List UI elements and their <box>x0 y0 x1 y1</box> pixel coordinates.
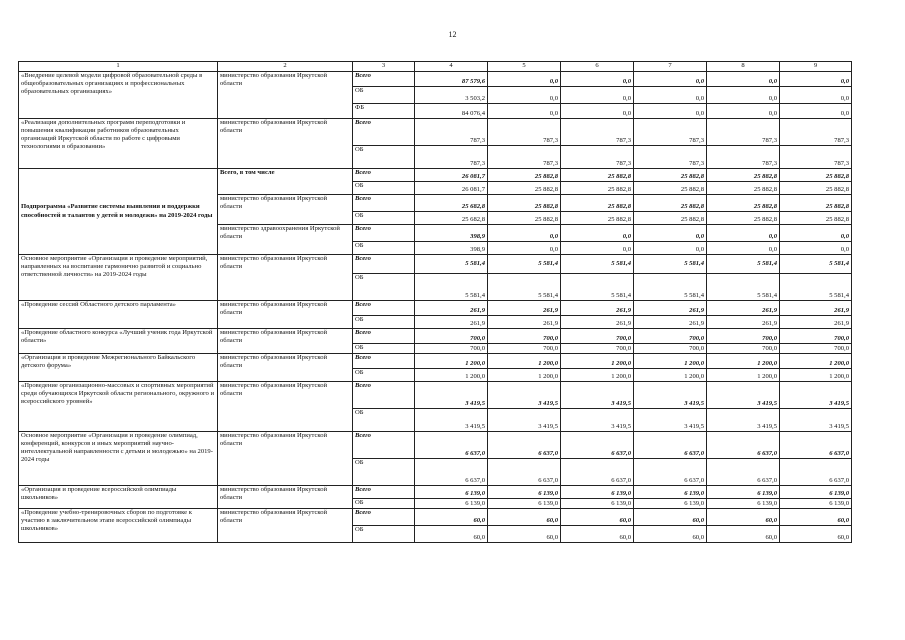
column-header: 5 <box>488 62 561 72</box>
value-cell: 0,0 <box>561 87 634 104</box>
source-label: ФБ <box>353 104 415 119</box>
source-label: Всего <box>353 72 415 87</box>
executor: министерство образования Иркутской области <box>218 382 353 432</box>
value-cell: 700,0 <box>488 344 561 354</box>
value-cell: 6 139,0 <box>780 499 852 509</box>
budget-table <box>18 61 852 543</box>
value-cell: 0,0 <box>780 87 852 104</box>
value-cell: 261,9 <box>780 316 852 329</box>
column-header: 7 <box>634 62 707 72</box>
value-cell: 6 637,0 <box>634 459 707 486</box>
value-cell: 6 139,0 <box>561 499 634 509</box>
value-cell: 0,0 <box>634 87 707 104</box>
value-cell: 25 882,8 <box>634 195 707 212</box>
value-cell: 6 637,0 <box>488 432 561 459</box>
source-label: ОБ <box>353 499 415 509</box>
value-cell: 26 081,7 <box>415 169 488 182</box>
value-cell: 1 200,0 <box>707 354 780 369</box>
activity-name: «Организация и проведение всероссийской олимпиады школьников» <box>19 486 218 509</box>
value-cell: 3 419,5 <box>488 409 561 432</box>
column-header: 4 <box>415 62 488 72</box>
source-label: Всего <box>353 382 415 409</box>
column-header: 2 <box>218 62 353 72</box>
source-label: ОБ <box>353 459 415 486</box>
value-cell: 0,0 <box>561 72 634 87</box>
value-cell: 25 682,8 <box>415 212 488 225</box>
value-cell: 6 637,0 <box>780 432 852 459</box>
value-cell: 3 503,2 <box>415 87 488 104</box>
value-cell: 60,0 <box>561 526 634 543</box>
value-cell: 0,0 <box>488 104 561 119</box>
table-row <box>19 255 852 274</box>
executor: министерство образования Иркутской области <box>218 255 353 301</box>
value-cell: 25 882,8 <box>780 212 852 225</box>
source-label: ОБ <box>353 409 415 432</box>
value-cell: 5 581,4 <box>707 255 780 274</box>
value-cell: 60,0 <box>415 526 488 543</box>
value-cell: 261,9 <box>415 301 488 316</box>
value-cell: 6 139,0 <box>488 486 561 499</box>
value-cell: 3 419,5 <box>707 382 780 409</box>
value-cell: 261,9 <box>634 301 707 316</box>
table-row <box>19 72 852 87</box>
value-cell: 60,0 <box>780 526 852 543</box>
value-cell: 60,0 <box>415 509 488 526</box>
value-cell: 5 581,4 <box>561 255 634 274</box>
value-cell: 6 139,0 <box>634 486 707 499</box>
source-label: ОБ <box>353 87 415 104</box>
value-cell: 6 637,0 <box>707 459 780 486</box>
source-label: ОБ <box>353 146 415 169</box>
value-cell: 787,3 <box>634 119 707 146</box>
value-cell: 398,9 <box>415 225 488 242</box>
executor: министерство образования Иркутской области <box>218 301 353 329</box>
value-cell: 84 076,4 <box>415 104 488 119</box>
value-cell: 787,3 <box>561 119 634 146</box>
value-cell: 0,0 <box>634 72 707 87</box>
value-cell: 0,0 <box>780 104 852 119</box>
table-row <box>19 329 852 344</box>
value-cell: 787,3 <box>707 119 780 146</box>
value-cell: 700,0 <box>707 329 780 344</box>
activity-name: Основное мероприятие «Организация и проведение олимпиад, конференций, конкурсов и иных мероприятий научно-интеллектуальной направленности с детьми и молодежью» на 2019-2024 годы <box>19 432 218 486</box>
value-cell: 261,9 <box>488 316 561 329</box>
table-row <box>19 509 852 526</box>
table-row <box>19 486 852 499</box>
value-cell: 25 882,8 <box>707 212 780 225</box>
value-cell: 1 200,0 <box>561 369 634 382</box>
value-cell: 0,0 <box>488 72 561 87</box>
value-cell: 261,9 <box>780 301 852 316</box>
value-cell: 700,0 <box>561 344 634 354</box>
value-cell: 787,3 <box>415 119 488 146</box>
value-cell: 0,0 <box>634 242 707 255</box>
source-label: ОБ <box>353 212 415 225</box>
value-cell: 700,0 <box>634 329 707 344</box>
source-label: ОБ <box>353 242 415 255</box>
source-label: Всего <box>353 225 415 242</box>
table-row <box>19 119 852 146</box>
value-cell: 1 200,0 <box>561 354 634 369</box>
value-cell: 60,0 <box>488 509 561 526</box>
value-cell: 1 200,0 <box>488 369 561 382</box>
source-label: ОБ <box>353 182 415 195</box>
activity-name: «Проведение организационно-массовых и спортивных мероприятий среди обучающихся Иркутской области регионального, окружного и всероссийского уровней» <box>19 382 218 432</box>
value-cell: 6 637,0 <box>561 432 634 459</box>
value-cell: 787,3 <box>488 146 561 169</box>
source-label: ОБ <box>353 344 415 354</box>
value-cell: 6 637,0 <box>488 459 561 486</box>
executor: министерство образования Иркутской области <box>218 509 353 543</box>
value-cell: 5 581,4 <box>561 274 634 301</box>
value-cell: 87 579,6 <box>415 72 488 87</box>
value-cell: 700,0 <box>415 329 488 344</box>
value-cell: 787,3 <box>488 119 561 146</box>
value-cell: 787,3 <box>561 146 634 169</box>
value-cell: 25 882,8 <box>780 195 852 212</box>
value-cell: 6 139,0 <box>561 486 634 499</box>
table-row <box>19 301 852 316</box>
value-cell: 0,0 <box>488 87 561 104</box>
value-cell: 25 882,8 <box>561 212 634 225</box>
value-cell: 787,3 <box>780 119 852 146</box>
value-cell: 1 200,0 <box>634 354 707 369</box>
activity-name: «Проведение сессий Областного детского парламента» <box>19 301 218 329</box>
value-cell: 60,0 <box>707 526 780 543</box>
value-cell: 1 200,0 <box>415 354 488 369</box>
value-cell: 6 139,0 <box>488 499 561 509</box>
value-cell: 3 419,5 <box>780 409 852 432</box>
value-cell: 0,0 <box>634 225 707 242</box>
value-cell: 3 419,5 <box>415 409 488 432</box>
value-cell: 700,0 <box>707 344 780 354</box>
executor: министерство здравоохранения Иркутской области <box>218 225 353 255</box>
value-cell: 787,3 <box>415 146 488 169</box>
value-cell: 6 139,0 <box>780 486 852 499</box>
value-cell: 3 419,5 <box>561 382 634 409</box>
value-cell: 1 200,0 <box>707 369 780 382</box>
column-header: 8 <box>707 62 780 72</box>
value-cell: 1 200,0 <box>634 369 707 382</box>
column-header: 1 <box>19 62 218 72</box>
value-cell: 25 882,8 <box>780 182 852 195</box>
value-cell: 60,0 <box>561 509 634 526</box>
value-cell: 700,0 <box>780 344 852 354</box>
value-cell: 6 139,0 <box>415 499 488 509</box>
value-cell: 25 882,8 <box>634 169 707 182</box>
value-cell: 3 419,5 <box>780 382 852 409</box>
value-cell: 787,3 <box>780 146 852 169</box>
activity-name: «Реализация дополнительных программ переподготовки и повышения квалификации работников образовательных организаций Иркутской области по работе с цифровыми технологиями в образовании» <box>19 119 218 169</box>
value-cell: 25 882,8 <box>488 182 561 195</box>
value-cell: 261,9 <box>707 301 780 316</box>
value-cell: 5 581,4 <box>488 274 561 301</box>
value-cell: 1 200,0 <box>415 369 488 382</box>
executor: министерство образования Иркутской области <box>218 72 353 119</box>
value-cell: 0,0 <box>780 225 852 242</box>
value-cell: 1 200,0 <box>780 369 852 382</box>
value-cell: 700,0 <box>415 344 488 354</box>
value-cell: 787,3 <box>707 146 780 169</box>
value-cell: 787,3 <box>634 146 707 169</box>
value-cell: 25 882,8 <box>634 182 707 195</box>
value-cell: 5 581,4 <box>634 255 707 274</box>
value-cell: 60,0 <box>634 509 707 526</box>
column-header: 6 <box>561 62 634 72</box>
value-cell: 25 882,8 <box>707 182 780 195</box>
table-row <box>19 432 852 459</box>
value-cell: 261,9 <box>707 316 780 329</box>
source-label: ОБ <box>353 526 415 543</box>
activity-name: Основное мероприятие «Организация и проведение мероприятий, направленных на воспитание гармонично развитой и социально ответственной личности» на 2019-2024 годы <box>19 255 218 301</box>
value-cell: 700,0 <box>634 344 707 354</box>
source-label: Всего <box>353 354 415 369</box>
source-label: ОБ <box>353 316 415 329</box>
table-row <box>19 382 852 409</box>
column-header: 9 <box>780 62 852 72</box>
value-cell: 6 139,0 <box>707 499 780 509</box>
activity-name: «Внедрение целевой модели цифровой образовательной среды в общеобразовательных организациях и профессиональных образовательных организациях» <box>19 72 218 119</box>
source-label: Всего <box>353 486 415 499</box>
value-cell: 0,0 <box>707 87 780 104</box>
value-cell: 6 637,0 <box>707 432 780 459</box>
executor: министерство образования Иркутской области <box>218 329 353 354</box>
source-label: Всего <box>353 195 415 212</box>
value-cell: 25 882,8 <box>561 182 634 195</box>
value-cell: 1 200,0 <box>780 354 852 369</box>
value-cell: 25 882,8 <box>634 212 707 225</box>
value-cell: 0,0 <box>634 104 707 119</box>
value-cell: 26 081,7 <box>415 182 488 195</box>
value-cell: 700,0 <box>488 329 561 344</box>
value-cell: 25 882,8 <box>488 212 561 225</box>
value-cell: 25 882,8 <box>488 195 561 212</box>
executor: министерство образования Иркутской области <box>218 354 353 382</box>
executor: министерство образования Иркутской области <box>218 486 353 509</box>
value-cell: 700,0 <box>561 329 634 344</box>
value-cell: 6 637,0 <box>415 459 488 486</box>
value-cell: 261,9 <box>561 316 634 329</box>
value-cell: 261,9 <box>634 316 707 329</box>
value-cell: 25 882,8 <box>707 169 780 182</box>
executor: министерство образования Иркутской области <box>218 195 353 225</box>
source-label: Всего <box>353 432 415 459</box>
value-cell: 60,0 <box>634 526 707 543</box>
value-cell: 6 637,0 <box>561 459 634 486</box>
table-row <box>19 169 852 182</box>
value-cell: 25 882,8 <box>561 169 634 182</box>
source-label: ОБ <box>353 274 415 301</box>
value-cell: 60,0 <box>707 509 780 526</box>
value-cell: 5 581,4 <box>780 255 852 274</box>
value-cell: 1 200,0 <box>488 354 561 369</box>
value-cell: 0,0 <box>561 104 634 119</box>
value-cell: 0,0 <box>707 104 780 119</box>
value-cell: 3 419,5 <box>634 409 707 432</box>
value-cell: 5 581,4 <box>488 255 561 274</box>
value-cell: 398,9 <box>415 242 488 255</box>
value-cell: 25 682,8 <box>415 195 488 212</box>
value-cell: 261,9 <box>488 301 561 316</box>
subprogram-name: Подпрограмма «Развитие системы выявления и поддержки способностей и талантов у детей и молодежи» на 2019-2024 годы <box>19 169 218 255</box>
value-cell: 6 637,0 <box>415 432 488 459</box>
activity-name: «Организация и проведение Межрегионального Байкальского детского форума» <box>19 354 218 382</box>
source-label: Всего <box>353 119 415 146</box>
value-cell: 5 581,4 <box>415 255 488 274</box>
source-label: Всего <box>353 169 415 182</box>
value-cell: 25 882,8 <box>707 195 780 212</box>
value-cell: 5 581,4 <box>634 274 707 301</box>
value-cell: 60,0 <box>488 526 561 543</box>
executor: министерство образования Иркутской области <box>218 432 353 486</box>
activity-name: «Проведение учебно-тренировочных сборов по подготовке к участию в заключительном этапе всероссийской олимпиады школьников» <box>19 509 218 543</box>
value-cell: 25 882,8 <box>780 169 852 182</box>
value-cell: 5 581,4 <box>415 274 488 301</box>
executor: Всего, в том числе <box>218 169 353 195</box>
value-cell: 25 882,8 <box>561 195 634 212</box>
source-label: Всего <box>353 329 415 344</box>
table-row <box>19 354 852 369</box>
value-cell: 0,0 <box>780 72 852 87</box>
activity-name: «Проведение областного конкурса «Лучший ученик года Иркутской области» <box>19 329 218 354</box>
value-cell: 6 139,0 <box>415 486 488 499</box>
source-label: Всего <box>353 255 415 274</box>
value-cell: 0,0 <box>780 242 852 255</box>
value-cell: 3 419,5 <box>488 382 561 409</box>
value-cell: 5 581,4 <box>780 274 852 301</box>
value-cell: 0,0 <box>488 242 561 255</box>
value-cell: 25 882,8 <box>488 169 561 182</box>
source-label: Всего <box>353 301 415 316</box>
value-cell: 3 419,5 <box>634 382 707 409</box>
value-cell: 0,0 <box>488 225 561 242</box>
value-cell: 0,0 <box>707 225 780 242</box>
value-cell: 6 139,0 <box>707 486 780 499</box>
value-cell: 6 637,0 <box>780 459 852 486</box>
column-header: 3 <box>353 62 415 72</box>
value-cell: 60,0 <box>780 509 852 526</box>
source-label: ОБ <box>353 369 415 382</box>
value-cell: 0,0 <box>561 242 634 255</box>
value-cell: 0,0 <box>707 72 780 87</box>
value-cell: 3 419,5 <box>707 409 780 432</box>
value-cell: 261,9 <box>415 316 488 329</box>
value-cell: 6 139,0 <box>634 499 707 509</box>
source-label: Всего <box>353 509 415 526</box>
value-cell: 700,0 <box>780 329 852 344</box>
value-cell: 5 581,4 <box>707 274 780 301</box>
page-number: 12 <box>448 30 457 39</box>
value-cell: 0,0 <box>707 242 780 255</box>
value-cell: 3 419,5 <box>561 409 634 432</box>
value-cell: 0,0 <box>561 225 634 242</box>
value-cell: 3 419,5 <box>415 382 488 409</box>
executor: министерство образования Иркутской области <box>218 119 353 169</box>
value-cell: 6 637,0 <box>634 432 707 459</box>
table-header-row <box>19 62 852 72</box>
value-cell: 261,9 <box>561 301 634 316</box>
